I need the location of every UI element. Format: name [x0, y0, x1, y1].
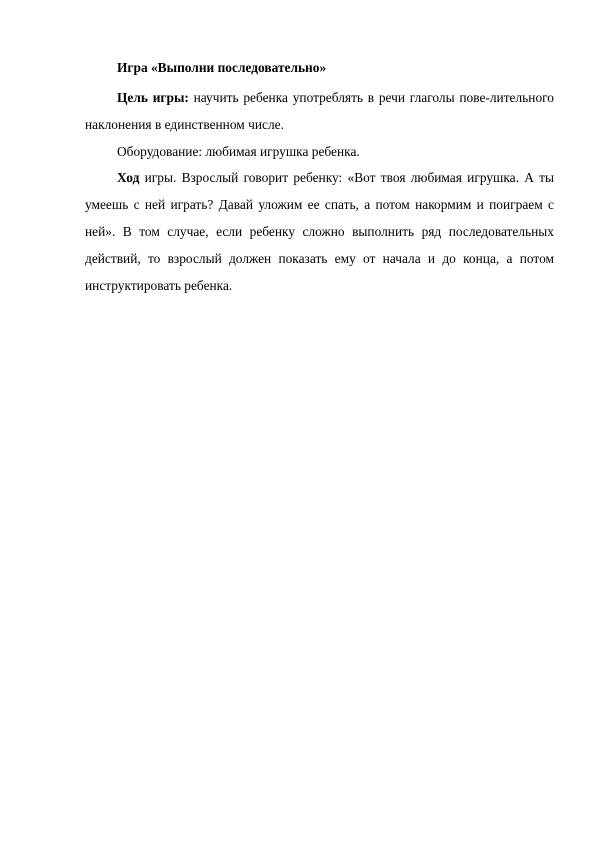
process-lead: Ход	[117, 170, 140, 186]
goal-lead: Цель игры:	[117, 90, 189, 105]
game-title: Игра «Выполни последовательно»	[117, 60, 327, 75]
process-text: игры. Взрослый говорит ребенку: «Вот твоя любимая игрушка. А ты умеешь с ней играть? Давай уложим ее спать, а потом накормим и поиграем с ней». В том случае, если ребенку сложно выполнить ряд последовательных действий, то взрослый должен показать ему от начала и до конца, а потом инструктировать ребенка.	[85, 170, 554, 293]
document-page	[85, 57, 554, 299]
goal-text: научить ребенка употреблять в речи глаголы пове-лительного наклонения в единственном числе.	[85, 90, 554, 132]
equipment-paragraph: Оборудование: любимая игрушка ребенка.	[117, 143, 360, 159]
goal-paragraph	[85, 85, 554, 139]
process-paragraph	[85, 165, 554, 299]
